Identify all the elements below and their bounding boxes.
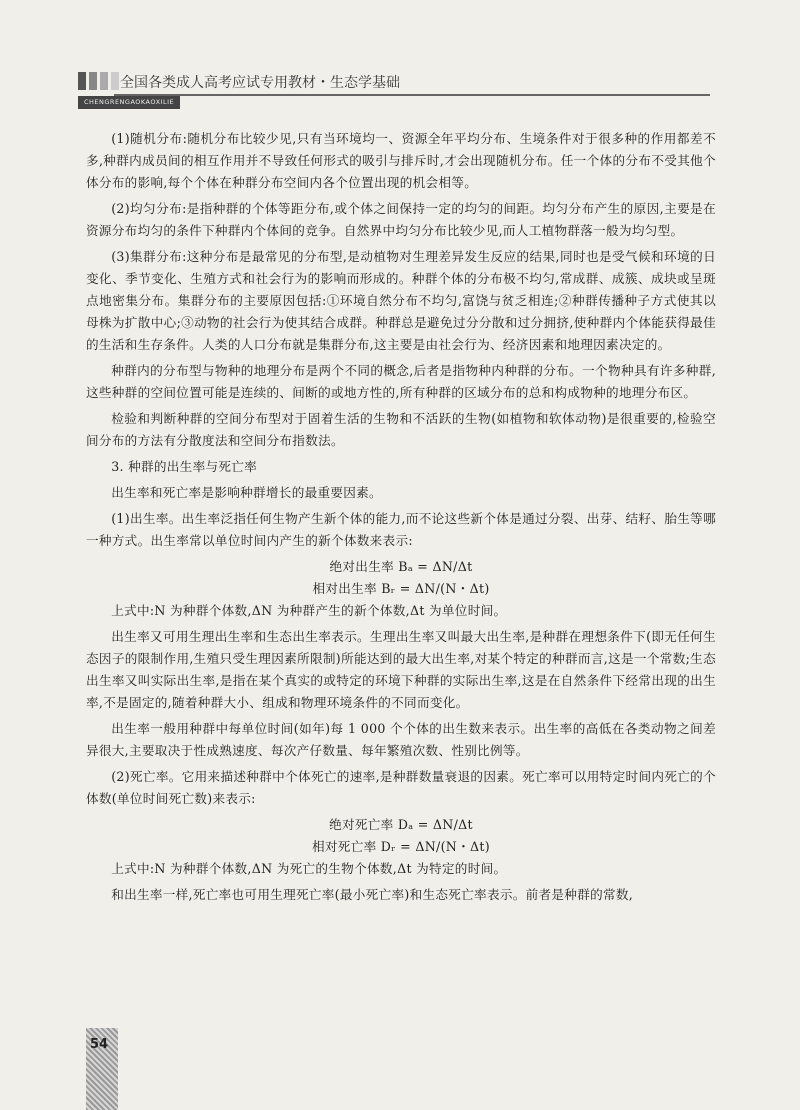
paragraph: 上式中:N 为种群个体数,ΔN 为死亡的生物个体数,Δt 为特定的时间。 — [111, 861, 507, 876]
paragraph: 和出生率一样,死亡率也可用生理死亡率(最小死亡率)和生态死亡率表示。前者是种群的常数, — [111, 887, 634, 902]
paragraph: 出生率一般用种群中每单位时间(如年)每 1 000 个个体的出生数来表示。出生率的高低在各类动物之间差异很大,主要取决于性成熟速度、每次产仔数量、每年繁殖次数、性别比例等。 — [86, 721, 716, 758]
series-label: CHENGRENGAOKAOXILIE — [78, 96, 180, 109]
page-body — [86, 128, 716, 910]
paragraph: (2)均匀分布:是指种群的个体等距分布,或个体之间保持一定的均匀的间距。均匀分布产生的原因,主要是在资源分布均匀的条件下种群内个体间的竞争。自然界中均匀分布比较少见,而人工植物群落一般为均匀型。 — [86, 201, 716, 238]
paragraph: 种群内的分布型与物种的地理分布是两个不同的概念,后者是指物种内种群的分布。一个物种具有许多种群,这些种群的空间位置可能是连续的、间断的或地方性的,所有种群的区域分布的总和构成物种的地理分布区。 — [86, 363, 716, 400]
formula-relative-death-rate: 相对死亡率 Dᵣ = ΔN/(N・Δt) — [312, 839, 490, 854]
paragraph: 上式中:N 为种群个体数,ΔN 为种群产生的新个体数,Δt 为单位时间。 — [111, 603, 507, 618]
header-decoration — [78, 72, 119, 90]
header-rule — [114, 94, 710, 96]
paragraph: (1)出生率。出生率泛指任何生物产生新个体的能力,而不论这些新个体是通过分裂、出芽、结籽、胎生等哪一种方式。出生率常以单位时间内产生的新个体数来表示: — [86, 511, 716, 548]
running-header — [78, 72, 710, 112]
formula-absolute-birth-rate: 绝对出生率 Bₐ = ΔN/Δt — [329, 559, 473, 574]
paragraph: (1)随机分布:随机分布比较少见,只有当环境均一、资源全年平均分布、生境条件对于很多种的作用都差不多,种群内成员间的相互作用并不导致任何形式的吸引与排斥时,才会出现随机分布。任一个体的分布不受其他个体分布的影响,每个个体在种群分布空间内各个位置出现的机会相等。 — [86, 131, 716, 190]
page-number: 54 — [90, 1037, 109, 1052]
paragraph: 出生率和死亡率是影响种群增长的最重要因素。 — [111, 485, 382, 500]
paragraph: 出生率又可用生理出生率和生态出生率表示。生理出生率又叫最大出生率,是种群在理想条件下(即无任何生态因子的限制作用,生殖只受生理因素所限制)所能达到的最大出生率,对某个特定的种群而言,这是一个常数;生态出生率又叫实际出生率,是指在某个真实的或特定的环境下种群的实际出生率,这是在自然条件下经常出现的出生率,不是固定的,随着种群大小、组成和物理环境条件的不同而变化。 — [86, 629, 716, 710]
paragraph: 检验和判断种群的空间分布型对于固着生活的生物和不活跃的生物(如植物和软体动物)是很重要的,检验空间分布的方法有分散度法和空间分布指数法。 — [86, 411, 716, 448]
book-title: 全国各类成人高考应试专用教材・生态学基础 — [120, 75, 400, 91]
formula-relative-birth-rate: 相对出生率 Bᵣ = ΔN/(N・Δt) — [312, 581, 490, 596]
formula-absolute-death-rate: 绝对死亡率 Dₐ = ΔN/Δt — [329, 817, 473, 832]
paragraph: (3)集群分布:这种分布是最常见的分布型,是动植物对生理差异发生反应的结果,同时也是受气候和环境的日变化、季节变化、生殖方式和社会行为的影响而形成的。种群个体的分布极不均匀,常成群、成簇、成块或呈斑点地密集分布。集群分布的主要原因包括:①环境自然分布不均匀,富饶与贫乏相连;②种群传播种子方式使其以母株为扩散中心;③动物的社会行为使其结合成群。种群总是避免过分分散和过分拥挤,使种群内个体能获得最佳的生活和生存条件。人类的人口分布就是集群分布,这主要是由社会行为、经济因素和地理因素决定的。 — [86, 249, 716, 352]
paragraph: (2)死亡率。它用来描述种群中个体死亡的速率,是种群数量衰退的因素。死亡率可以用特定时间内死亡的个体数(单位时间死亡数)来表示: — [86, 769, 716, 806]
section-heading: 3. 种群的出生率与死亡率 — [111, 459, 258, 474]
